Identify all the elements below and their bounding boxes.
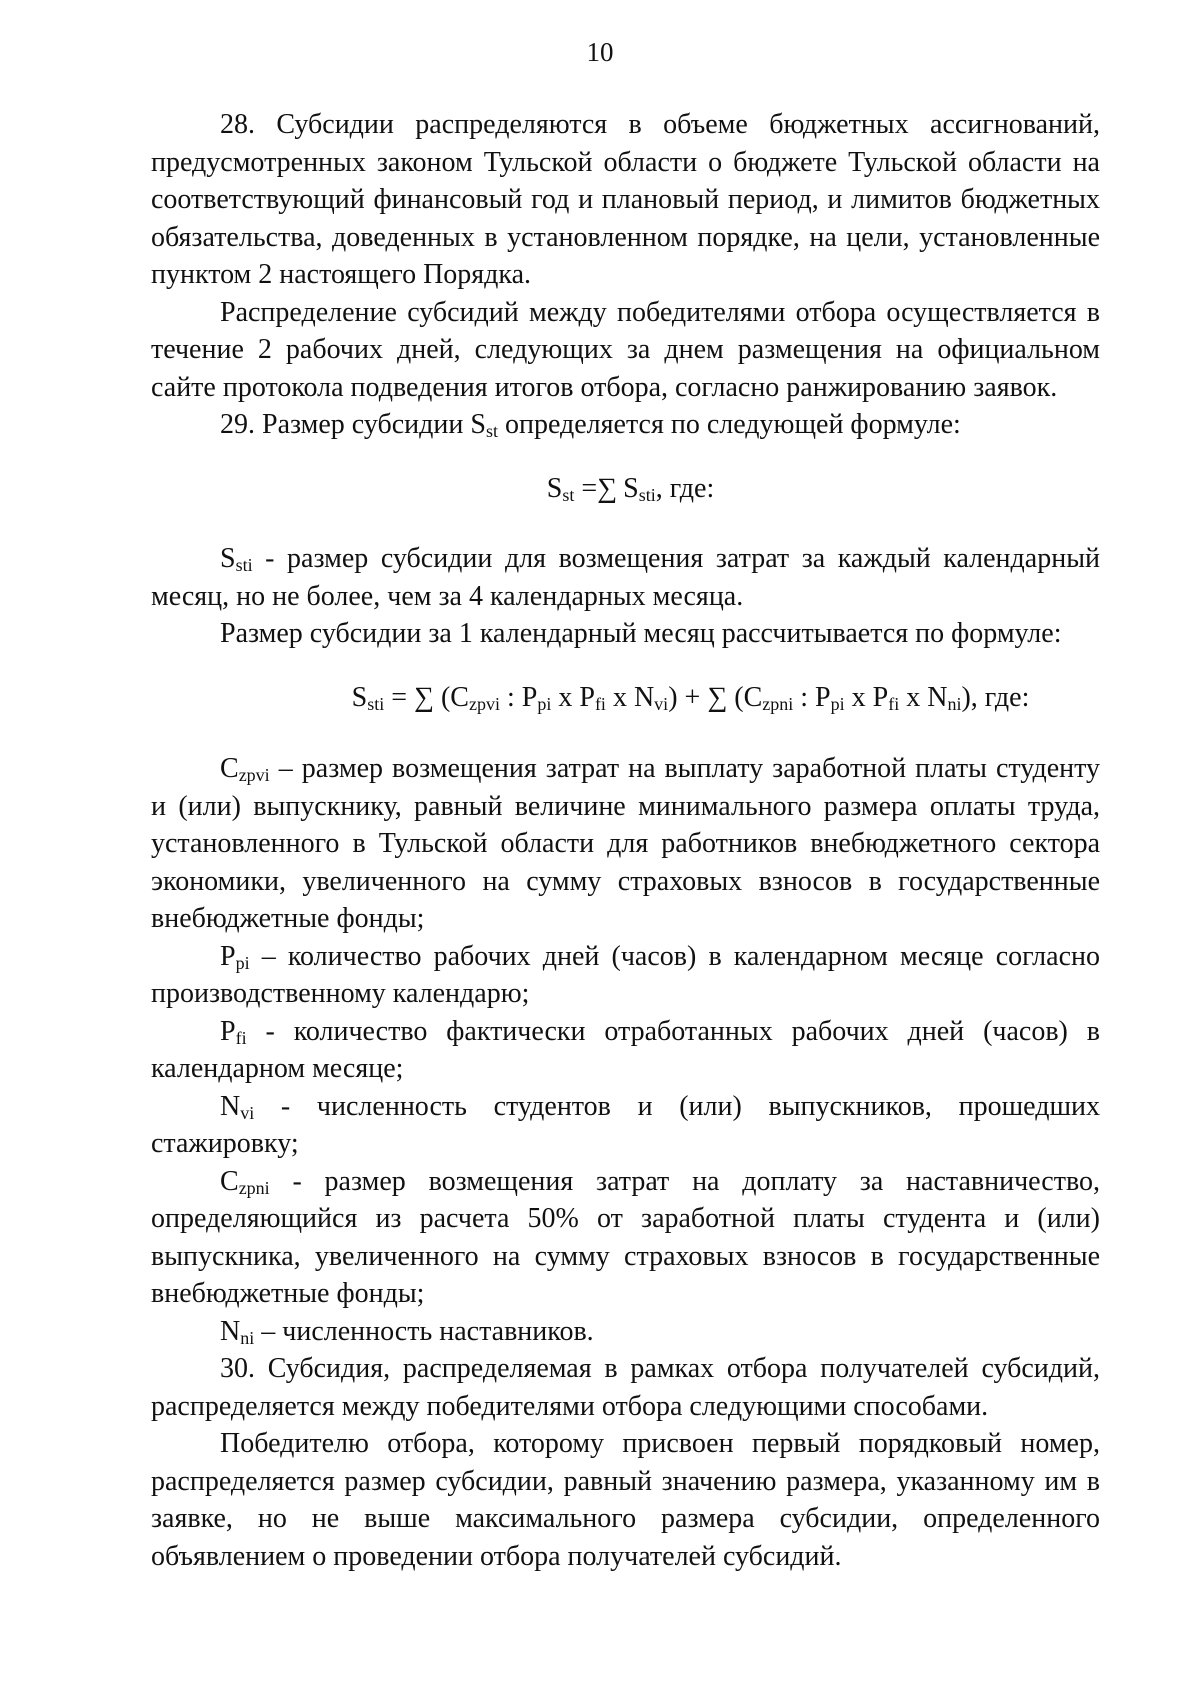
def-ssti-sub: sti	[235, 555, 253, 575]
def-ssti-text: - размер субсидии для возмещения затрат за каждый календарный месяц, но не более, чем за 4 календарных месяца.	[151, 543, 1100, 612]
definition-nvi	[151, 1088, 1100, 1163]
definition-pfi	[151, 1013, 1100, 1088]
f2-open2: (C	[727, 681, 763, 713]
def-sub: vi	[240, 1102, 255, 1123]
def-var: N	[220, 1315, 241, 1347]
def-sub: ni	[240, 1327, 255, 1348]
definition-ssti	[151, 540, 1100, 615]
f2-x1: x P	[551, 681, 595, 713]
f2-c2-sub: zpni	[762, 693, 794, 714]
f2-x2: x N	[605, 681, 655, 713]
def-sub: pi	[235, 952, 250, 973]
f2-x3: x P	[844, 681, 889, 713]
f1-eq: =	[574, 472, 598, 504]
formula-ssti	[151, 679, 1100, 717]
definition-ppi	[151, 938, 1100, 1013]
paragraph-30-1: 30. Субсидия, распределяемая в рамках отбора получателей субсидий, распределяется между победителями отбора следующими способами.	[151, 1353, 1100, 1422]
f2-n1-sub: vi	[654, 693, 669, 714]
f1-lhs-sub: st	[562, 484, 575, 505]
paragraph-30-2: Победителю отбора, которому присвоен первый порядковый номер, распределяется размер субсидии, равный значению размера, указанному им в заявке, но не выше максимального размера субсидии, определенного объявлением о проведении отбора получателей субсидий.	[151, 1428, 1100, 1572]
f2-colon2: : P	[793, 681, 831, 713]
definition-nni	[151, 1313, 1100, 1351]
def-sub: zpvi	[238, 765, 270, 785]
def-var: C	[220, 1165, 239, 1197]
f2-c1-sub: zpvi	[468, 693, 500, 714]
sum-symbol: ∑	[707, 681, 728, 713]
def-var: P	[220, 1015, 236, 1047]
f1-term-sub: sti	[638, 484, 656, 505]
def-var: C	[220, 753, 239, 784]
def-text: - численность студентов и (или) выпускников, прошедших стажировку;	[151, 1090, 1100, 1159]
paragraph-28-2: Распределение субсидий между победителями отбора осуществляется в течение 2 рабочих дней, следующих за днем размещения на официальном сайте протокола подведения итогов отбора, согласно ранжированию заявок.	[151, 296, 1100, 403]
def-text: – количество рабочих дней (часов) в календарном месяце согласно производственному календарю;	[151, 940, 1100, 1009]
p29-sub: st	[485, 421, 498, 441]
f2-p3-sub: pi	[830, 693, 845, 714]
f1-term: S	[623, 472, 639, 504]
page-number: 10	[586, 37, 614, 67]
formula-sst	[151, 470, 1100, 508]
p29-before: 29. Размер субсидии	[220, 409, 471, 440]
f2-p4-sub: fi	[888, 693, 900, 714]
f2-close1: ) +	[668, 681, 708, 713]
paragraph-month-formula: Размер субсидии за 1 календарный месяц рассчитывается по формуле:	[220, 618, 1062, 649]
f2-p2-sub: fi	[594, 693, 606, 714]
def-text: - размер возмещения затрат на доплату за наставничество, определяющийся из расчета 50% от заработной платы студента и (или) выпускника, увеличенного на сумму страховых взносов в государственные внебюджетные фонды;	[151, 1165, 1100, 1309]
sum-symbol: ∑	[414, 681, 434, 713]
def-text: – размер возмещения затрат на выплату заработной платы студенту и (или) выпускнику, равный величине минимального размера оплаты труда, установленного в Тульской области для работников внебюджетного сектора экономики, увеличенного на сумму страховых взносов в государственные внебюджетные фонды;	[151, 753, 1100, 934]
p29-var: S	[470, 409, 486, 440]
f2-lhs: S	[351, 681, 368, 713]
paragraph-28-1: 28. Субсидии распределяются в объеме бюджетных ассигнований, предусмотренных законом Тульской области о бюджете Тульской области на соответствующий финансовый год и плановый период, и лимитов бюджетных обязательства, доведенных в установленном порядке, на цели, установленные пунктом 2 настоящего Порядка.	[151, 109, 1100, 290]
f2-open1: (C	[433, 681, 469, 713]
f2-eq: =	[384, 681, 415, 713]
definition-czpni	[151, 1163, 1100, 1313]
def-var: N	[220, 1090, 241, 1122]
f1-lhs: S	[546, 472, 563, 504]
def-ssti-var: S	[220, 543, 236, 574]
def-text: - количество фактически отработанных рабочих дней (часов) в календарном месяце;	[151, 1015, 1100, 1084]
def-sub: fi	[235, 1027, 247, 1048]
def-var: P	[220, 940, 236, 972]
f2-lhs-sub: sti	[367, 693, 385, 714]
f2-close2: ), где:	[961, 681, 1030, 713]
paragraph-29	[151, 406, 1100, 444]
p29-after: определяется по следующей формуле:	[497, 409, 961, 440]
sum-symbol: ∑	[597, 472, 618, 504]
f2-p1-sub: pi	[537, 693, 552, 714]
f2-x4: x N	[899, 681, 948, 713]
def-text: – численность наставников.	[254, 1315, 594, 1347]
definition-czpvi	[151, 750, 1100, 938]
def-sub: zpni	[238, 1177, 270, 1198]
f1-tail: , где:	[655, 472, 715, 504]
f2-n2-sub: ni	[947, 693, 962, 714]
document-body	[151, 106, 1100, 1575]
f2-colon1: : P	[499, 681, 538, 713]
